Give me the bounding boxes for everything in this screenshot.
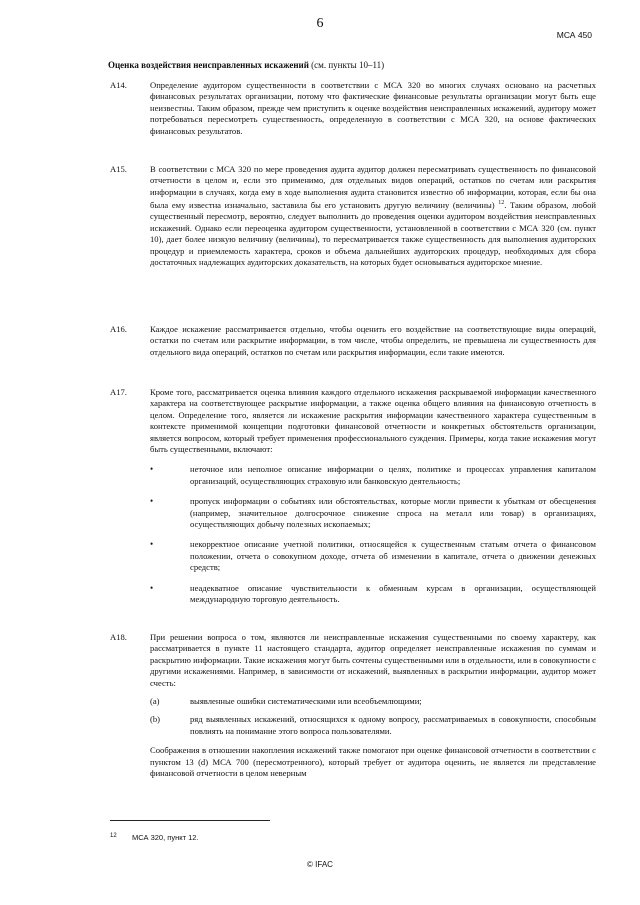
paragraph-number: A16.	[110, 324, 127, 334]
footnote-divider	[110, 820, 270, 821]
item-text: ряд выявленных искажений, относящихся к одному вопросу, рассматриваемых в совокупности, способным повлиять на понимание этого вопроса пользователями.	[190, 714, 596, 736]
bullet-text: некорректное описание учетной политики, относящейся к существенным статьям отчета о финансовом положении, отчета о совокупном доходе, отчета об изменении в капитале, отчета о движении денежных средств;	[190, 539, 596, 573]
paragraph-continuation: Соображения в отношении накопления искажений также помогают при оценке финансовой отчетности в соответствии с пунктом 13 (d) МСА 700 (пересмотренного), который требует от аудитора оценить, не является ли представление финансовой отчетности в целом неверным	[150, 745, 596, 779]
paragraph-text: Кроме того, рассматривается оценка влияния каждого отдельного искажения раскрываемой информации качественного характера на соответствующее раскрытие информации, а также оценка общего влияния на финансовую отчетность в целом. Определение того, является ли искажение раскрытия информации качественного характера существенным в контексте применимой концепции подготовки финансовой отчетности и конкретных обстоятельств организации, является вопросом, который требует применения профессионального суждения. Примеры, когда такие искажения могут быть существенными, включают:	[150, 387, 596, 455]
footnote-number: 12	[110, 833, 117, 839]
paragraph-number: A14.	[110, 80, 127, 90]
paragraph-number: A18.	[110, 632, 127, 642]
footnote-text: МСА 320, пункт 12.	[132, 833, 199, 842]
page-number: 6	[316, 16, 324, 31]
paragraph-a14	[110, 80, 596, 137]
bullet-marker: •	[150, 496, 154, 507]
section-heading-bold: Оценка воздействия неисправленных искажений	[108, 60, 309, 70]
paragraph-a18	[110, 632, 596, 779]
paragraph-text: При решении вопроса о том, являются ли неисправленные искажения существенными по своему характеру, как рассматривается в пункте 11 настоящего стандарта, аудитор определяет неисправленные искажения по суммам и раскрытию информации. Такие искажения могут быть сочтены существенными или в отдельности, или в совокупности с другими искажениями. Например, в зависимости от искажений, выявленных в раскрытии информации, аудитор может счесть:	[150, 632, 596, 688]
bullet-marker: •	[150, 582, 154, 593]
item-label: (b)	[150, 714, 161, 725]
paragraph-number: A17.	[110, 387, 127, 397]
paragraph-text: Каждое искажение рассматривается отдельно, чтобы оценить его воздействие на соответствующие виды операций, остатки по счетам или раскрытие информации, в том числе, чтобы определить, не превышена ли существенность для отдельного вида операций, остатков по счетам или раскрытия информации, если такие имеются.	[150, 324, 596, 357]
bullet-marker: •	[150, 539, 154, 550]
bullet-marker: •	[150, 464, 154, 475]
footnote	[110, 833, 199, 842]
section-heading-rest: (см. пункты 10–11)	[308, 60, 385, 70]
paragraph-a17	[110, 387, 596, 606]
bullet-text: неадекватное описание чувствительности к обменным курсам в организации, осуществляющей международную торговую деятельность.	[190, 582, 596, 605]
paragraph-text: Определение аудитором существенности в соответствии с МСА 320 во многих случаях основано на расчетных финансовых результатах организации, потому что фактические финансовые результаты организации могут быть еще неизвестны. Таким образом, прежде чем приступить к оценке воздействия неисправленных искажений, аудитору может потребоваться пересмотреть существенность, определенную в соответствии с МСА 320, на основе фактических финансовых результатов.	[150, 80, 596, 136]
page-footer: © IFAC	[307, 860, 333, 869]
paragraph-text	[150, 164, 596, 269]
bullet-item	[150, 582, 596, 606]
section-heading	[108, 60, 384, 70]
document-code: МСА 450	[556, 30, 592, 40]
bullet-item	[150, 464, 596, 487]
lettered-item	[150, 696, 596, 707]
bullet-item	[150, 539, 596, 573]
footnote-reference: 12	[498, 200, 505, 207]
paragraph-a16	[110, 324, 596, 358]
item-label: (a)	[150, 696, 160, 707]
paragraph-a15	[110, 164, 596, 269]
paragraph-text-part: . Таким образом, любой существенный пересмотр, вероятно, следует выполнить до проведения оценки аудитором воздействия неисправленных искажений. Однако если переоценка аудитором существенности, установленной в соответствии с МСА 320 (см. пункт 10), дает более низкую величину (величины), то пересматривается также существенность для выполнения аудиторских процедур и приемлемость характера, сроков и объема дальнейших аудиторских процедур, необходимых для сбора достаточных надлежащих аудиторских доказательств, на которых будет основываться аудиторское мнение.	[150, 200, 596, 268]
paragraph-number: A15.	[110, 164, 127, 174]
bullet-text: пропуск информации о событиях или обстоятельствах, которые могли привести к убыткам от обесценения (например, значительное долгосрочное снижение спроса на металл или товар) в организациях, осуществляющих добычу полезных ископаемых;	[190, 496, 596, 530]
bullet-item	[150, 496, 596, 530]
bullet-text: неточное или неполное описание информации о целях, политике и процессах управления капиталом организаций, осуществляющих страховую или банковскую деятельность;	[190, 464, 596, 486]
lettered-item	[150, 714, 596, 737]
paragraph-text-part: В соответствии с МСА 320 по мере проведения аудита аудитор должен пересматривать существенность по финансовой отчетности в целом и, если это применимо, для отдельных видов операций, остатков по счетам или раскрытия информации в случаях, когда ему в ходе выполнения аудита становится известно об информации, которая, если бы она была ему известна изначально, заставила бы его установить другую величину (величины)	[150, 164, 596, 211]
item-text: выявленные ошибки систематическими или всеобъемлющими;	[190, 696, 422, 707]
